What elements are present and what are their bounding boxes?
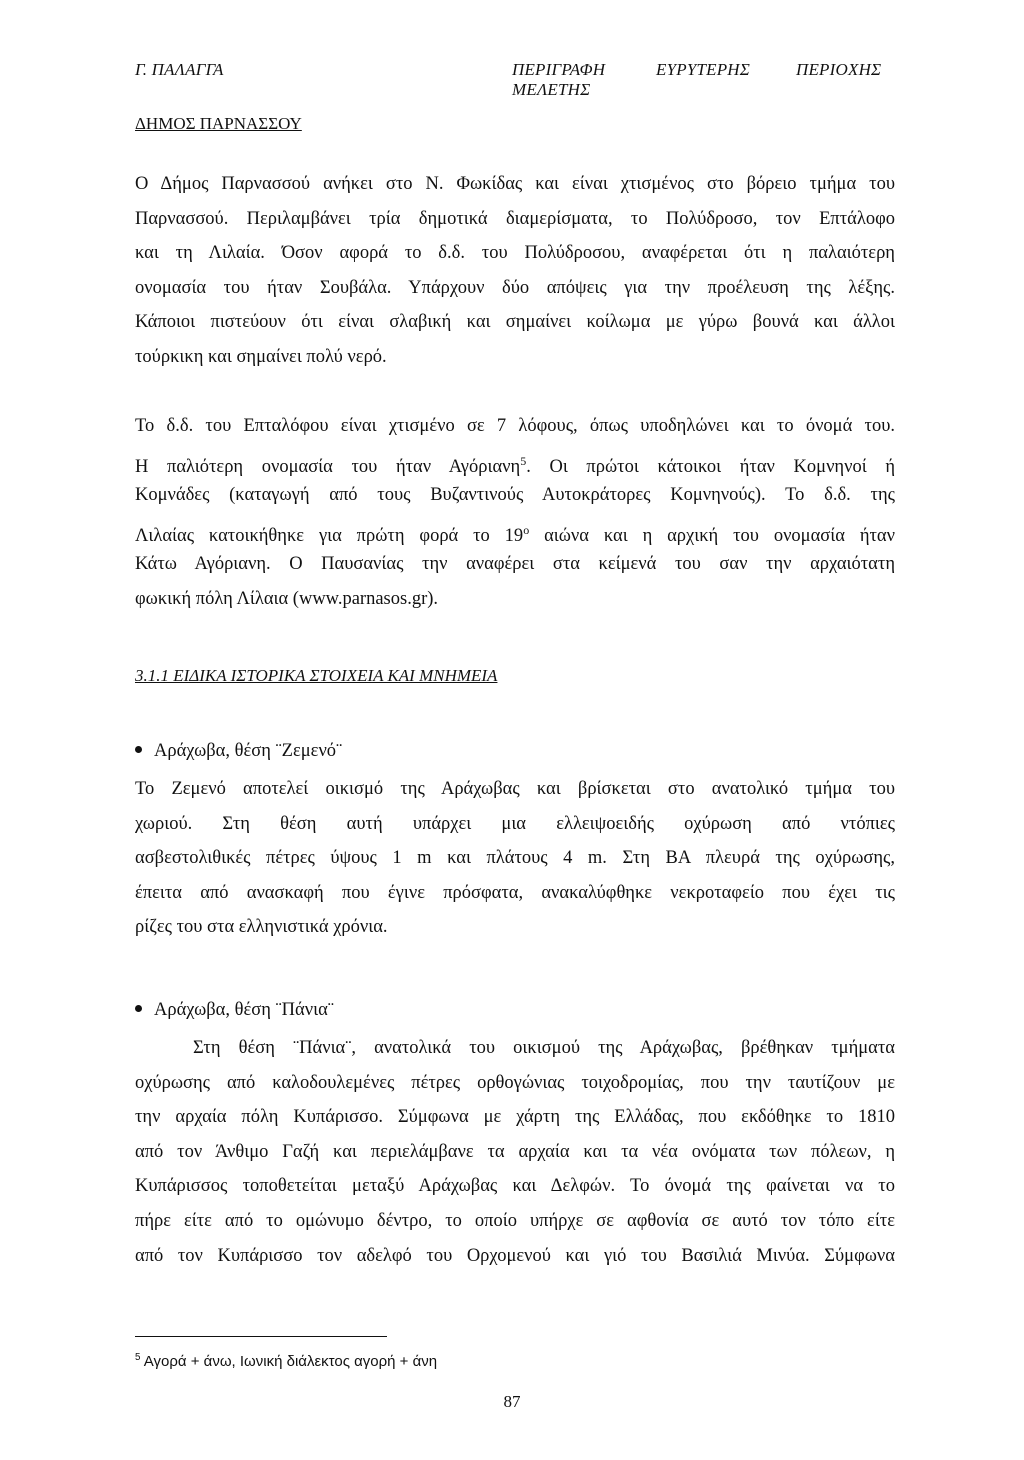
bullet-item-zemeno: [135, 741, 342, 762]
paragraph-line: χωριού. Στη θέση αυτή υπάρχει μια ελλειψοειδής οχύρωση από ντόπιες: [135, 813, 895, 834]
page-number: 87: [503, 1392, 521, 1411]
paragraph-line: Κομνάδες (καταγωγή από τους Βυζαντινούς Αυτοκράτορες Κομνηνούς). Το δ.δ. της: [135, 485, 895, 506]
paragraph-line: και τη Λιλαία. Όσον αφορά το δ.δ. του Πολύδροσου, αναφέρεται ότι η παλαιότερη: [135, 243, 895, 264]
bullet-heading: Αράχωβα, θέση ¨Πάνια¨: [154, 1000, 334, 1020]
ordinal-superscript: ο: [523, 522, 530, 537]
section-title: ΔΗΜΟΣ ΠΑΡΝΑΣΣΟΥ: [135, 114, 302, 133]
paragraph-1: [135, 167, 895, 375]
bullet-item-pania: [135, 1000, 334, 1021]
header-title-word-3: ΠΕΡΙΟΧΗΣ: [796, 60, 882, 79]
text-run: Λιλαίας κατοικήθηκε για πρώτη φορά το 19: [135, 525, 524, 546]
footnote-separator: [135, 1336, 387, 1337]
paragraph-line: Ο Δήμος Παρνασσού ανήκει στο Ν. Φωκίδας και είναι χτισμένος στο βόρειο τμήμα του: [135, 174, 895, 194]
paragraph-line: [135, 513, 895, 548]
text-run: Η παλιότερη ονομασία του ήταν Αγόριανη: [135, 456, 521, 477]
text-run: αιώνα και η αρχική του ονομασία ήταν: [529, 525, 895, 546]
header-title-word-1: ΠΕΡΙΓΡΑΦΗ: [512, 60, 606, 79]
paragraph-line: ρίζες του στα ελληνιστικά χρόνια.: [135, 917, 388, 938]
footnote-marker: 5: [135, 1352, 141, 1363]
paragraph-line: οχύρωσης από καλοδουλεμένες πέτρες ορθογώνιας τοιχοδρομίας, που την ταυτίζουν με: [135, 1072, 895, 1093]
subsection-heading: 3.1.1 ΕΙΔΙΚΑ ΙΣΤΟΡΙΚΑ ΣΤΟΙΧΕΙΑ ΚΑΙ ΜΝΗΜΕΙΑ: [135, 666, 498, 685]
footnote-text: Αγορά + άνω, Ιωνική διάλεκτος αγορή + άνη: [140, 1353, 438, 1370]
paragraph-line: φωκική πόλη Λίλαια (www.parnasos.gr).: [135, 588, 439, 609]
bullet-icon: [135, 1005, 142, 1012]
paragraph-line: έπειτα από ανασκαφή που έγινε πρόσφατα, ανακαλύφθηκε νεκροταφείο που έχει τις: [135, 882, 895, 903]
paragraph-line: Κυπάρισσος τοποθετείται μεταξύ Αράχωβας και Δελφών. Το όνομά της φαίνεται να το: [135, 1176, 895, 1197]
bullet-1-body: [135, 772, 895, 945]
paragraph-line: την αρχαία πόλη Κυπάρισσο. Σύμφωνα με χάρτη της Ελλάδας, που εκδόθηκε το 1810: [135, 1107, 895, 1128]
paragraph-line: Κάποιοι πιστεύουν ότι είναι σλαβική και σημαίνει κοίλωμα με γύρω βουνά και άλλοι: [135, 312, 895, 333]
paragraph-line: τούρκικη και σημαίνει πολύ νερό.: [135, 346, 387, 367]
text-run: . Οι πρώτοι κάτοικοι ήταν Κομνηνοί ή: [526, 456, 896, 477]
paragraph-2: [135, 409, 895, 617]
paragraph-line: Το Ζεμενό αποτελεί οικισμό της Αράχωβας και βρίσκεται στο ανατολικό τμήμα του: [135, 779, 895, 799]
header-title-line-2: ΜΕΛΕΤΗΣ: [512, 80, 591, 99]
paragraph-line: Το δ.δ. του Επταλόφου είναι χτισμένο σε 7 λόφους, όπως υποδηλώνει και το όνομά του.: [135, 416, 895, 436]
bullet-heading: Αράχωβα, θέση ¨Ζεμενό¨: [154, 741, 343, 761]
paragraph-line: ασβεστολιθικές πέτρες ύψους 1 m και πλάτους 4 m. Στη ΒΑ πλευρά της οχύρωσης,: [135, 848, 895, 869]
paragraph-line: ονομασία του ήταν Σουβάλα. Υπάρχουν δύο απόψεις για την προέλευση της λέξης.: [135, 277, 895, 298]
footnote-reference: 5: [520, 453, 527, 468]
bullet-icon: [135, 746, 142, 753]
header-title-word-2: ΕΥΡΥΤΕΡΗΣ: [656, 60, 751, 79]
paragraph-line: Στη θέση ¨Πάνια¨, ανατολικά του οικισμού της Αράχωβας, βρέθηκαν τμήματα: [193, 1038, 895, 1058]
paragraph-line: Παρνασσού. Περιλαμβάνει τρία δημοτικά διαμερίσματα, το Πολύδροσο, τον Επτάλοφο: [135, 208, 895, 229]
paragraph-line: από τον Άνθιμο Γαζή και περιελάμβανε τα αρχαία και τα νέα ονόματα των πόλεων, η: [135, 1141, 895, 1162]
paragraph-line: πήρε είτε από το ομώνυμο δέντρο, το οποίο υπήρχε σε αφθονία σε αυτό τον τόπο είτε: [135, 1210, 895, 1231]
paragraph-line: [135, 444, 895, 479]
bullet-2-body: [135, 1031, 895, 1273]
header-author: Γ. ΠΑΛΑΓΓΑ: [135, 60, 224, 79]
paragraph-line: από τον Κυπάρισσο τον αδελφό του Ορχομενού και γιό του Βασιλιά Μινύα. Σύμφωνα: [135, 1245, 895, 1266]
paragraph-line: Κάτω Αγόριανη. Ο Παυσανίας την αναφέρει στα κείμενά του σαν την αρχαιότατη: [135, 554, 895, 575]
footnote: [135, 1352, 437, 1370]
